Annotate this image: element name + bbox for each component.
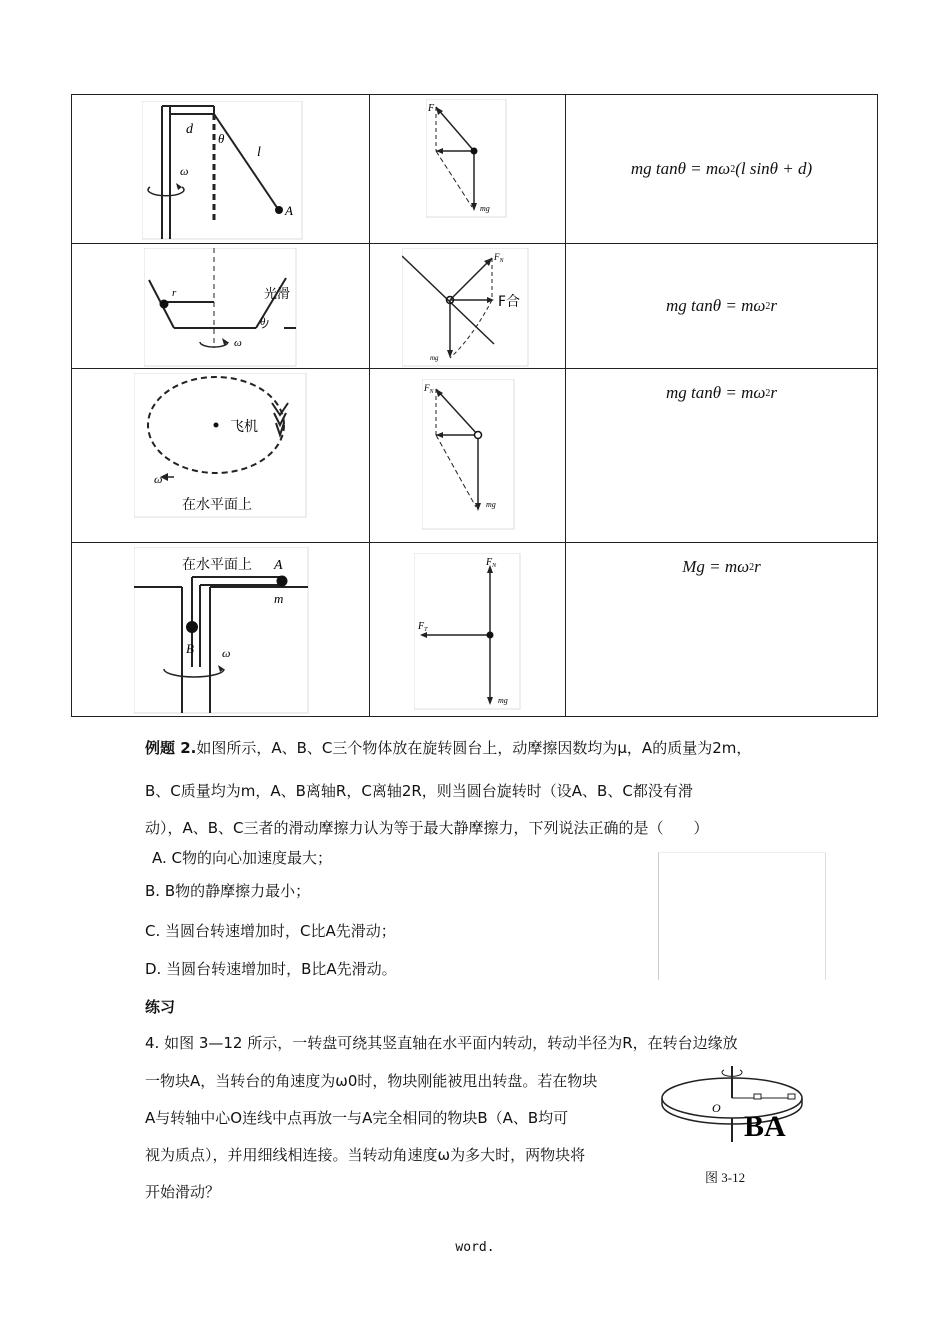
label-A: A — [274, 558, 283, 573]
label-mg: mg — [430, 354, 439, 362]
option-a: A. C物的向心加速度最大； — [152, 849, 333, 867]
formula-cell — [566, 543, 878, 717]
formula-cell — [566, 244, 878, 369]
label-horizontal: 在水平面上 — [182, 497, 252, 513]
scenario-cell — [72, 369, 370, 543]
label-F-he: F合 — [498, 294, 521, 310]
formula-3: mg tanθ = mω2r — [666, 383, 777, 402]
figure-caption: 图 3-12 — [705, 1170, 746, 1185]
table-row — [72, 543, 878, 717]
label-d: d — [186, 122, 193, 137]
label-BA: BA — [744, 1110, 786, 1143]
label-horizontal: 在水平面上 — [182, 557, 252, 573]
label-FT: $F_T$ — [418, 621, 428, 633]
formula-table — [71, 94, 878, 717]
label-FN: $F_N$ — [494, 252, 504, 264]
practice-line2: 一物块A，当转台的角速度为ω0时，物块刚能被甩出转盘。若在物块 — [145, 1072, 598, 1090]
practice-line1: 4. 如图 3—12 所示，一转盘可绕其竖直轴在水平面内转动，转动半径为R，在转台边缘放 — [145, 1034, 738, 1052]
label-mg: mg — [498, 696, 508, 705]
example2-line1: 例题 2.如图所示，A、B、C三个物体放在旋转圆台上，动摩擦因数均为μ，A的质量为2m， — [145, 739, 752, 757]
label-FN: $F_N$ — [486, 557, 497, 569]
footer: word. — [455, 1240, 495, 1255]
scenario-cell — [72, 244, 370, 369]
table-row — [72, 95, 878, 244]
option-d: D. 当圆台转速增加时，B比A先滑动。 — [145, 960, 397, 978]
practice-line3: A与转轴中心O连线中点再放一与A完全相同的物块B（A、B均可 — [145, 1109, 569, 1127]
turntable-figure — [660, 1062, 810, 1150]
force-diagram-4 — [414, 553, 524, 711]
label-omega: ω — [180, 164, 189, 178]
practice-title: 练习 — [145, 998, 176, 1016]
force-diagram-cell — [370, 95, 566, 244]
label-mg: mg — [486, 500, 496, 509]
label-theta: θ — [218, 131, 225, 146]
label-mg: mg — [480, 204, 490, 213]
option-c: C. 当圆台转速增加时，C比A先滑动； — [145, 922, 396, 940]
scenario-cell — [72, 543, 370, 717]
force-diagram-2 — [402, 248, 532, 368]
label-theta: θ — [260, 316, 266, 328]
label-omega: ω — [154, 472, 163, 486]
label-smooth: 光滑 — [264, 287, 291, 302]
force-diagram-cell — [370, 543, 566, 717]
formula-2: mg tanθ = mω2r — [666, 296, 777, 315]
label-O: O — [712, 1101, 721, 1115]
conical-pendulum-offset-figure — [142, 101, 307, 241]
label-plane: 飞机 — [230, 419, 258, 435]
table-row — [72, 244, 878, 369]
formula-cell — [566, 95, 878, 244]
label-omega: ω — [234, 337, 242, 349]
label-r: r — [172, 287, 177, 299]
label-F: $F_N$ — [424, 383, 434, 395]
airplane-circle-figure — [134, 373, 309, 519]
label-m: m — [274, 591, 284, 606]
label-A: A — [285, 203, 293, 218]
label-omega: ω — [222, 646, 231, 660]
table-row — [72, 369, 878, 543]
scenario-cell — [72, 95, 370, 244]
formula-4: Mg = mω2r — [682, 557, 761, 576]
label-l: l — [257, 145, 261, 160]
force-diagram-cell — [370, 369, 566, 543]
practice-line4: 视为质点），并用细线相连接。当转动角速度ω为多大时，两物块将 — [145, 1146, 586, 1164]
force-diagram-cell — [370, 244, 566, 369]
example2-line3: 动），A、B、C三者的滑动摩擦力认为等于最大静摩擦力，下列说法正确的是（ ） — [145, 819, 709, 837]
formula-1: mg tanθ = mω2(l sinθ + d) — [630, 159, 813, 178]
conical-bowl-figure — [144, 248, 299, 368]
example2-line2: B、C质量均为m，A、B离轴R，C离轴2R，则当圆台旋转时（设A、B、C都没有滑 — [145, 782, 693, 800]
force-diagram-1 — [426, 99, 510, 219]
force-diagram-3 — [422, 379, 516, 531]
example2-figure-placeholder — [658, 852, 826, 980]
hole-table-figure — [134, 547, 310, 715]
option-b: B. B物的静摩擦力最小； — [145, 882, 311, 900]
formula-cell — [566, 369, 878, 543]
label-F: F — [428, 103, 435, 114]
label-B: B — [186, 641, 194, 656]
practice-line5: 开始滑动？ — [145, 1183, 221, 1201]
